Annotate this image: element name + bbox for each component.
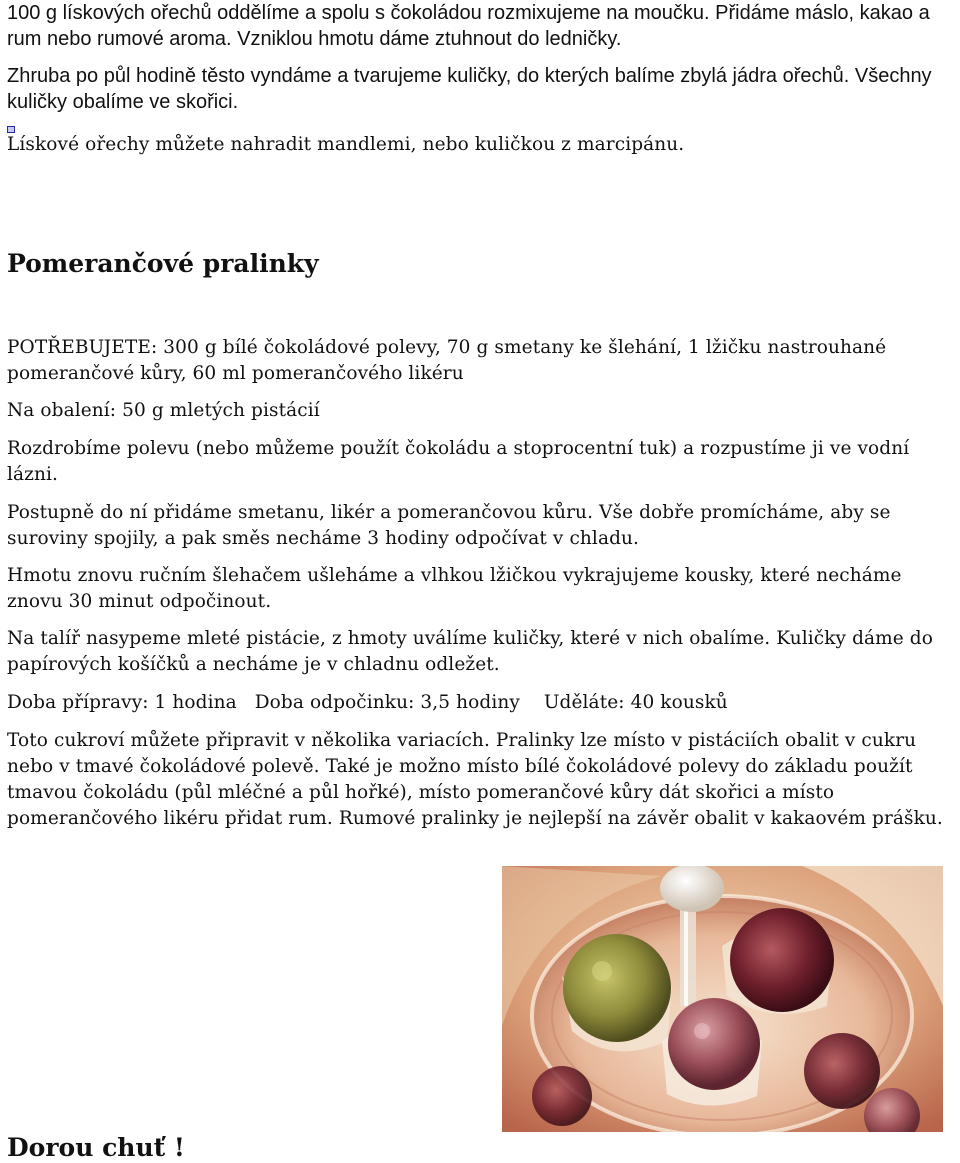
rest-time: Doba odpočinku: 3,5 hodiny (254, 692, 520, 713)
prep-time: Doba přípravy: 1 hodina (7, 692, 237, 713)
step-3: Hmotu znovu ručním šlehačem ušleháme a vlhkou lžičkou vykrajujeme kousky, které necháme znovu 30 minut odpočinout. (7, 565, 902, 612)
yield: Uděláte: 40 kousků (543, 692, 728, 713)
intro-tip: Lískové ořechy můžete nahradit mandlemi, nebo kuličkou z marcipánu. (7, 134, 685, 155)
coating-text: Na obalení: 50 g mletých pistácií (7, 400, 320, 421)
step-1: Rozdrobíme polevu (nebo můžeme použít čokoládu a stoprocentní tuk) a rozpustíme ji ve vodní lázni. (7, 438, 910, 485)
intro-paragraph-1: 100 g lískových ořechů oddělíme a spolu s čokoládou rozmixujeme na moučku. Přidáme máslo, kakao a rum nebo rumové aroma. Vzniklou hmotu dáme ztuhnout do ledničky. (7, 2, 930, 50)
closing-wish: Dorou chuť ! (7, 1133, 185, 1162)
step-2: Postupně do ní přidáme smetanu, likér a pomerančovou kůru. Vše dobře promícháme, aby se suroviny spojily, a pak směs necháme 3 hodiny odpočívat v chladu. (7, 502, 891, 549)
step-4: Na talíř nasypeme mleté pistácie, z hmoty uválíme kuličky, které v nich obalíme. Kuličky dáme do papírových košíčků a necháme je v chladnu odležet. (7, 628, 933, 675)
recipe-title: Pomerančové pralinky (7, 249, 319, 278)
intro-paragraph-2: Zhruba po půl hodině těsto vyndáme a tvarujeme kuličky, do kterých balíme zbylá jádra ořechů. Všechny kuličky obalíme ve skořici. (7, 65, 932, 113)
variations-text: Toto cukroví můžete připravit v několika variacích. Pralinky lze místo v pistáciích obalit v cukru nebo v tmavé čokoládové polevě. Také je možno místo bílé čokoládové polevy do základu použít tmavou čokoládu (půl mléčné a půl hořké), místo pomerančové kůry dát skořici a místo pomerančového likéru přidat rum. Rumové pralinky je nejlepší na závěr obalit v kakaovém prášku. (7, 730, 943, 829)
recipe-timing (7, 690, 959, 716)
ingredients-text: POTŘEBUJETE: 300 g bílé čokoládové polevy, 70 g smetany ke šlehání, 1 lžičku nastrouhané pomerančové kůry, 60 ml pomerančového likéru (7, 337, 887, 384)
pralines-photo (502, 866, 943, 1132)
